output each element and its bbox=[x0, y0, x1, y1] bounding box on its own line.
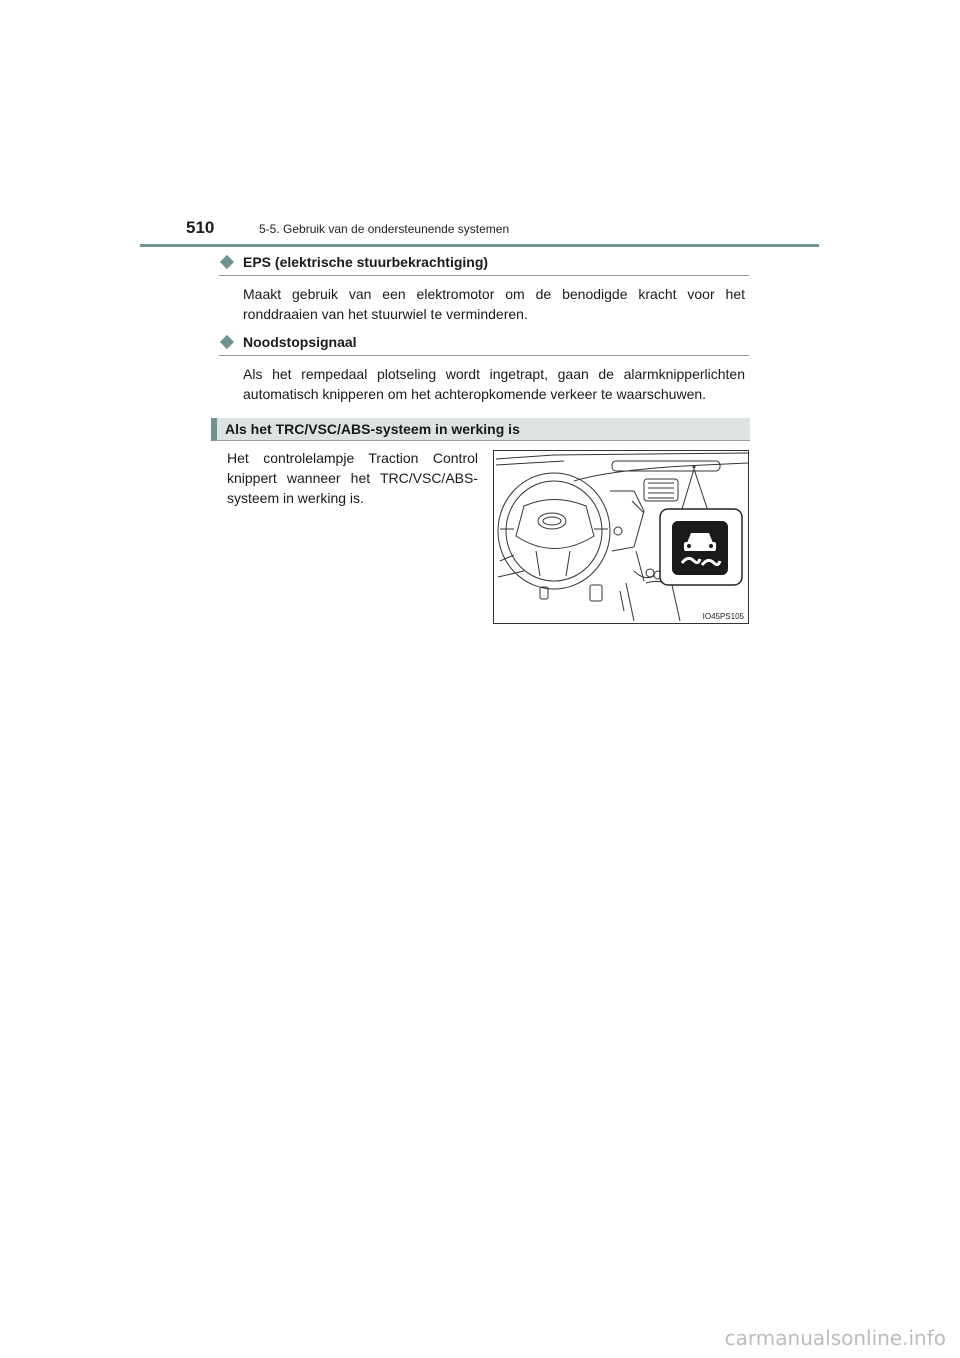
watermark: carmanualsonline.info bbox=[724, 1326, 946, 1350]
dashboard-illustration bbox=[494, 451, 749, 624]
section-body-eps: Maakt gebruik van een elektromotor om de benodigde kracht voor het ronddraaien van het stuurwiel te verminderen. bbox=[243, 286, 745, 322]
diamond-bullet-icon bbox=[220, 255, 234, 269]
diamond-bullet-icon bbox=[220, 335, 234, 349]
chapter-title: 5-5. Gebruik van de ondersteunende systemen bbox=[259, 222, 510, 236]
header-rule bbox=[140, 244, 819, 247]
section-heading-label: Noodstopsignaal bbox=[243, 334, 357, 350]
page-number: 510 bbox=[186, 218, 215, 237]
section-heading-label: EPS (elektrische stuurbekrachtiging) bbox=[243, 254, 489, 270]
vehicle-skid-icon bbox=[672, 521, 728, 575]
section-body-noodstop: Als het rempedaal plotseling wordt ingetrapt, gaan de alarmknipperlichten automatisch knipperen om het achteropkomende verkeer te waarschuwen. bbox=[243, 366, 745, 402]
section-heading-eps bbox=[219, 253, 749, 276]
dashboard-figure bbox=[493, 450, 749, 624]
trc-section-body: Het controlelampje Traction Control knippert wanneer het TRC/VSC/ABS-systeem in werking is. bbox=[227, 450, 478, 506]
trc-heading-label: Als het TRC/VSC/ABS-systeem in werking is bbox=[225, 421, 520, 437]
figure-code: IO45PS105 bbox=[702, 612, 744, 621]
section-heading-noodstop bbox=[219, 333, 749, 356]
trc-section-heading bbox=[211, 418, 750, 441]
